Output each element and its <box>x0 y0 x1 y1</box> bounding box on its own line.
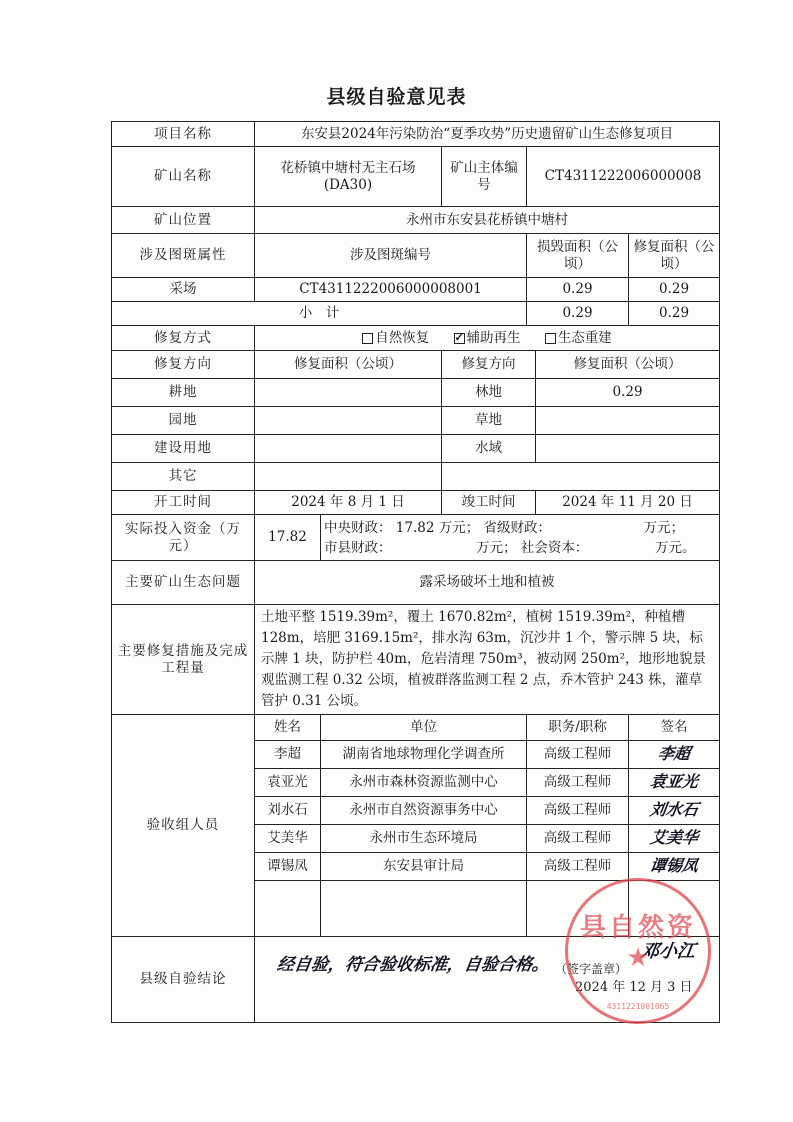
funds-total: 17.82 <box>255 515 321 561</box>
member-unit: 湖南省地球物理化学调查所 <box>321 741 527 769</box>
direction-right-area <box>536 407 720 435</box>
seal-text: 县自然资 <box>579 913 696 943</box>
repair-method-label: 修复方式 <box>112 326 255 351</box>
problem-label: 主要矿山生态问题 <box>112 561 255 605</box>
patch-code: CT4311222006000008001 <box>255 278 527 302</box>
table-row <box>112 379 720 407</box>
social-funds-label: 社会资本： <box>520 539 589 556</box>
patch-code-header: 涉及图斑编号 <box>255 234 527 278</box>
patch-damaged: 0.29 <box>527 278 629 302</box>
member-signature <box>629 769 720 797</box>
direction-left-area <box>255 463 442 491</box>
problem-value: 露采场破坏土地和植被 <box>255 561 720 605</box>
member-unit: 东安县审计局 <box>321 853 527 881</box>
member-signature <box>629 825 720 853</box>
direction-left-name: 其它 <box>112 463 255 491</box>
member-title: 高级工程师 <box>527 741 629 769</box>
start-date-value: 2024 年 8 月 1 日 <box>255 491 442 515</box>
funds-breakdown <box>321 515 720 561</box>
direction-right-name: 水域 <box>442 435 536 463</box>
end-date-value: 2024 年 11 月 20 日 <box>536 491 720 515</box>
member-title: 高级工程师 <box>527 853 629 881</box>
mine-location-value: 永州市东安县花桥镇中塘村 <box>255 207 720 234</box>
member-name: 艾美华 <box>255 825 321 853</box>
method-option-label: 生态重建 <box>557 329 612 346</box>
direction-left-name: 建设用地 <box>112 435 255 463</box>
member-unit-empty <box>321 881 527 937</box>
signature-text: 李超 <box>656 744 692 763</box>
conclusion-date: 2024 年 12 月 3 日 <box>575 980 693 995</box>
checkbox-empty-icon[interactable] <box>362 333 373 344</box>
project-name-label: 项目名称 <box>112 122 255 147</box>
direction-area-header: 修复面积（公顷） <box>255 351 442 379</box>
star-icon: ★ <box>626 943 650 973</box>
direction-area-header-2: 修复面积（公顷） <box>536 351 720 379</box>
panel-header-unit: 单位 <box>321 715 527 741</box>
checkbox-checked-icon[interactable] <box>454 333 465 344</box>
panel-header-name: 姓名 <box>255 715 321 741</box>
panel-label: 验收组人员 <box>112 715 255 937</box>
mine-name-value <box>255 147 442 207</box>
member-name: 李超 <box>255 741 321 769</box>
member-unit: 永州市自然资源事务中心 <box>321 797 527 825</box>
subtotal-damaged: 0.29 <box>527 302 629 326</box>
signature-text: 艾美华 <box>648 828 700 847</box>
direction-right-area <box>536 435 720 463</box>
conclusion-label: 县级自验结论 <box>112 937 255 1023</box>
member-title: 高级工程师 <box>527 797 629 825</box>
measures-value: 土地平整 1519.39m²，覆土 1670.82m²，植树 1519.39m²，种植槽 128m，培肥 3169.15m²，排水沟 63m，沉沙井 1 个，警示牌 5 块，标示牌 1 块，防护栏 40m，危岩清理 750m³，被动网 250m²，地形地貌景观监测工程 0.32 公顷，植被群落监测工程 2 点，乔木管护 243 株，灌草管护 0.31 公顷。 <box>255 605 720 715</box>
table-row <box>112 435 720 463</box>
chief-signature: 邓小江 <box>639 941 697 962</box>
direction-right-area: 0.29 <box>536 379 720 407</box>
direction-left-name: 耕地 <box>112 379 255 407</box>
member-name-empty <box>255 881 321 937</box>
direction-header: 修复方向 <box>442 351 536 379</box>
direction-right-empty <box>442 463 720 491</box>
method-option-label: 自然恢复 <box>375 329 430 346</box>
signature-text: 袁亚光 <box>648 772 700 791</box>
member-unit: 永州市生态环境局 <box>321 825 527 853</box>
seal-code: 4311221001065 <box>606 1002 670 1011</box>
subtotal-restored: 0.29 <box>629 302 720 326</box>
method-option-rebuild[interactable] <box>545 330 612 347</box>
page-title: 县级自验意见表 <box>326 86 467 108</box>
damaged-area-header: 损毁面积（公顷） <box>527 234 629 278</box>
start-date-label: 开工时间 <box>112 491 255 515</box>
member-name: 谭锡凤 <box>255 853 321 881</box>
member-title: 高级工程师 <box>527 825 629 853</box>
mine-name-label: 矿山名称 <box>112 147 255 207</box>
signature-text: 谭锡凤 <box>648 856 700 875</box>
signature-text: 刘水石 <box>648 800 700 819</box>
member-name: 刘水石 <box>255 797 321 825</box>
checkbox-empty-icon[interactable] <box>545 333 556 344</box>
member-title: 高级工程师 <box>527 769 629 797</box>
member-signature <box>629 741 720 769</box>
direction-right-name: 草地 <box>442 407 536 435</box>
province-funds-label: 省级财政： <box>483 519 552 536</box>
mine-id-value: CT4311222006000008 <box>527 147 720 207</box>
funds-unit: 万元。 <box>654 539 696 556</box>
conclusion-handwritten: 经自验，符合验收标准，自验合格。 <box>275 955 551 975</box>
direction-left-area <box>255 379 442 407</box>
funds-unit: 万元； <box>476 539 517 556</box>
end-date-label: 竣工时间 <box>442 491 536 515</box>
member-unit: 永州市森林资源监测中心 <box>321 769 527 797</box>
direction-left-area <box>255 435 442 463</box>
measures-label: 主要修复措施及完成工程量 <box>112 605 255 715</box>
method-option-natural[interactable] <box>362 330 429 347</box>
stamp-note: （签字盖章） <box>555 962 628 976</box>
mine-id-label: 矿山主体编号 <box>442 147 527 207</box>
patch-type: 采场 <box>112 278 255 302</box>
funds-unit: 万元； <box>438 519 480 536</box>
patch-attr-label: 涉及图斑属性 <box>112 234 255 278</box>
member-name: 袁亚光 <box>255 769 321 797</box>
panel-header-title: 职务/职称 <box>527 715 629 741</box>
funds-label: 实际投入资金（万元） <box>112 515 255 561</box>
table-row <box>112 463 720 491</box>
mine-name-line1: 花桥镇中塘村无主石场 <box>280 159 416 176</box>
funds-unit: 万元； <box>643 519 685 536</box>
restored-area-header: 修复面积（公顷） <box>629 234 720 278</box>
method-option-label: 辅助再生 <box>466 329 521 346</box>
project-name-value: 东安县2024年污染防治“夏季攻势”历史遗留矿山生态修复项目 <box>255 122 720 147</box>
patch-restored: 0.29 <box>629 278 720 302</box>
table-row <box>112 407 720 435</box>
direction-left-area <box>255 407 442 435</box>
member-signature <box>629 853 720 881</box>
subtotal-label: 小 计 <box>112 302 527 326</box>
repair-direction-label: 修复方向 <box>112 351 255 379</box>
table-row <box>112 278 720 302</box>
direction-right-name: 林地 <box>442 379 536 407</box>
mine-location-label: 矿山位置 <box>112 207 255 234</box>
central-funds-label: 中央财政： <box>324 519 392 536</box>
official-seal <box>565 878 711 1024</box>
central-funds-value: 17.82 <box>395 519 435 536</box>
mine-name-line2: (DA30) <box>323 176 373 193</box>
method-option-assisted[interactable] <box>454 330 521 347</box>
direction-left-name: 园地 <box>112 407 255 435</box>
member-signature <box>629 797 720 825</box>
panel-header-sign: 签名 <box>629 715 720 741</box>
city-funds-label: 市县财政： <box>324 539 392 556</box>
repair-method-options <box>255 326 720 351</box>
